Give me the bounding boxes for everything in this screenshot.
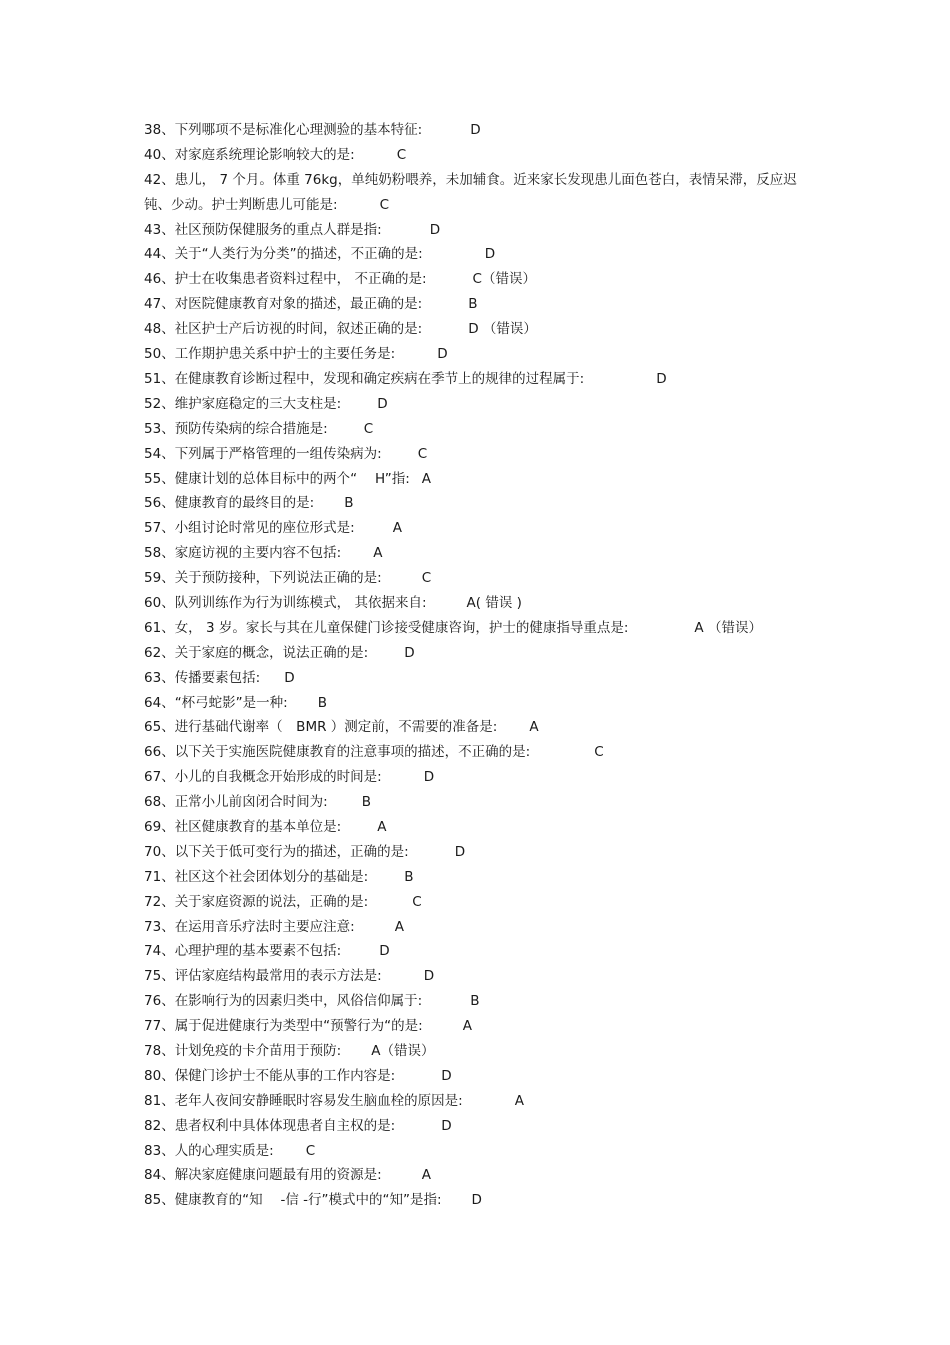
number-separator: 、 — [161, 1192, 175, 1209]
question-number: 47 — [144, 296, 162, 313]
question-row — [144, 1114, 816, 1139]
question-row — [144, 740, 816, 765]
question-number: 64 — [144, 694, 162, 711]
question-row — [144, 168, 816, 218]
number-separator: 、 — [161, 794, 175, 811]
number-separator: 、 — [161, 146, 175, 163]
question-text: 下列哪项不是标准化心理测验的基本特征: — [174, 122, 423, 138]
question-row — [144, 566, 816, 591]
question-row — [144, 143, 816, 168]
question-number: 77 — [144, 1018, 162, 1035]
question-number: 72 — [144, 893, 162, 910]
number-separator: 、 — [161, 221, 175, 238]
question-row — [144, 1014, 816, 1039]
question-number: 38 — [144, 122, 162, 138]
question-number: 57 — [144, 520, 162, 537]
question-number: 42 — [144, 171, 162, 188]
question-answer-list — [144, 118, 816, 1213]
question-text: 健康教育的“知 -信 -行”模式中的“知”是指: — [174, 1192, 442, 1209]
question-row — [144, 890, 816, 915]
question-row — [144, 964, 816, 989]
question-row — [144, 840, 816, 865]
question-row — [144, 989, 816, 1014]
question-number: 55 — [144, 470, 162, 487]
question-text: 患儿， 7 个月。体重 76kg，单纯奶粉喂养，未加辅食。近来家长发现患儿面色苍白，表情呆滞，反应迟钝、少动。护士判断患儿可能是: — [144, 171, 797, 213]
question-row — [144, 815, 816, 840]
number-separator: 、 — [161, 868, 175, 885]
question-text: 护士在收集患者资料过程中， 不正确的是: — [174, 271, 427, 288]
number-separator: 、 — [161, 545, 175, 562]
question-row — [144, 541, 816, 566]
question-text: 对医院健康教育对象的描述，最正确的是: — [174, 296, 423, 313]
answer-key: C — [594, 744, 604, 761]
number-separator: 、 — [161, 694, 175, 711]
question-text: 社区这个社会团体划分的基础是: — [174, 868, 369, 885]
question-number: 60 — [144, 594, 162, 611]
number-separator: 、 — [161, 968, 175, 985]
answer-key: D — [484, 246, 496, 263]
question-number: 69 — [144, 818, 162, 835]
question-row — [144, 292, 816, 317]
question-row — [144, 342, 816, 367]
question-number: 82 — [144, 1117, 162, 1134]
question-text: 预防传染病的综合措施是: — [174, 420, 328, 437]
question-number: 58 — [144, 545, 162, 562]
question-number: 80 — [144, 1067, 162, 1084]
question-text: 老年人夜间安静睡眠时容易发生脑血栓的原因是: — [174, 1092, 463, 1109]
question-text: 人的心理实质是: — [174, 1142, 274, 1159]
answer-key: A — [514, 1092, 524, 1109]
question-text: 小儿的自我概念开始形成的时间是: — [174, 769, 382, 786]
number-separator: 、 — [161, 1042, 175, 1059]
question-row — [144, 491, 816, 516]
question-text: 属于促进健康行为类型中“预警行为“的是: — [174, 1018, 423, 1035]
number-separator: 、 — [161, 744, 175, 761]
answer-key: C — [412, 893, 422, 910]
answer-key: D — [377, 395, 388, 412]
answer-key: A （错误） — [694, 619, 762, 636]
question-row — [144, 790, 816, 815]
answer-key: A — [421, 470, 432, 487]
number-separator: 、 — [161, 1142, 175, 1159]
answer-key: C — [305, 1142, 316, 1159]
question-text: 关于预防接种，下列说法正确的是: — [174, 570, 382, 587]
question-number: 52 — [144, 395, 162, 412]
question-row — [144, 865, 816, 890]
answer-key: B — [470, 993, 480, 1010]
question-text: 社区预防保健服务的重点人群是指: — [174, 221, 382, 238]
number-separator: 、 — [161, 644, 175, 661]
question-number: 50 — [144, 346, 162, 363]
question-text: 关于家庭的概念，说法正确的是: — [174, 644, 369, 661]
question-row — [144, 1163, 816, 1188]
answer-key: D — [429, 221, 441, 238]
question-text: 在影响行为的因素归类中，风俗信仰属于: — [174, 993, 423, 1010]
number-separator: 、 — [161, 445, 175, 462]
question-text: 在健康教育诊断过程中，发现和确定疾病在季节上的规律的过程属于: — [174, 370, 585, 387]
answer-key: B — [361, 794, 372, 811]
answer-key: C — [379, 196, 389, 213]
question-row — [144, 591, 816, 616]
question-row — [144, 417, 816, 442]
number-separator: 、 — [161, 520, 175, 537]
question-number: 78 — [144, 1042, 162, 1059]
question-row — [144, 242, 816, 267]
question-number: 44 — [144, 246, 162, 263]
question-text: 传播要素包括: — [174, 669, 261, 686]
number-separator: 、 — [161, 943, 175, 960]
number-separator: 、 — [161, 893, 175, 910]
question-text: 女， 3 岁。家长与其在儿童保健门诊接受健康咨询，护士的健康指导重点是: — [174, 619, 629, 636]
question-row — [144, 641, 816, 666]
number-separator: 、 — [161, 1117, 175, 1134]
answer-key: D — [471, 1192, 482, 1209]
number-separator: 、 — [161, 1092, 175, 1109]
question-row — [144, 367, 816, 392]
question-text: 计划免疫的卡介苗用于预防: — [174, 1042, 342, 1059]
number-separator: 、 — [161, 122, 175, 138]
number-separator: 、 — [161, 769, 175, 786]
question-text: 维护家庭稳定的三大支柱是: — [174, 395, 342, 412]
question-row — [144, 218, 816, 243]
question-number: 76 — [144, 993, 162, 1010]
question-number: 40 — [144, 146, 162, 163]
question-number: 71 — [144, 868, 162, 885]
question-text: 进行基础代谢率（ BMR ）测定前，不需要的准备是: — [174, 719, 498, 736]
question-number: 66 — [144, 744, 162, 761]
question-text: 解决家庭健康问题最有用的资源是: — [174, 1167, 382, 1184]
number-separator: 、 — [161, 619, 175, 636]
answer-key: D — [441, 1117, 452, 1134]
question-number: 75 — [144, 968, 162, 985]
question-number: 61 — [144, 619, 162, 636]
number-separator: 、 — [161, 843, 175, 860]
answer-key: C — [421, 570, 432, 587]
number-separator: 、 — [161, 370, 175, 387]
question-number: 83 — [144, 1142, 162, 1159]
number-separator: 、 — [161, 271, 175, 288]
question-number: 46 — [144, 271, 162, 288]
question-text: 家庭访视的主要内容不包括: — [174, 545, 342, 562]
question-text: 以下关于实施医院健康教育的注意事项的描述，不正确的是: — [174, 744, 531, 761]
answer-key: C — [363, 420, 374, 437]
question-row — [144, 1188, 816, 1213]
question-text: 健康计划的总体目标中的两个“ H”指: — [174, 470, 410, 487]
question-number: 59 — [144, 570, 162, 587]
number-separator: 、 — [161, 719, 175, 736]
answer-key: B — [468, 296, 478, 313]
question-number: 63 — [144, 669, 162, 686]
answer-key: C（错误） — [472, 271, 536, 288]
question-number: 65 — [144, 719, 162, 736]
number-separator: 、 — [161, 1018, 175, 1035]
question-number: 48 — [144, 321, 162, 338]
answer-key: A — [462, 1018, 472, 1035]
answer-key: D — [437, 346, 448, 363]
question-text: 对家庭系统理论影响较大的是: — [174, 146, 355, 163]
question-text: “杯弓蛇影”是一种: — [174, 694, 288, 711]
answer-key: A（错误） — [371, 1042, 435, 1059]
question-text: 在运用音乐疗法时主要应注意: — [174, 918, 355, 935]
question-row — [144, 1139, 816, 1164]
question-number: 54 — [144, 445, 162, 462]
question-number: 56 — [144, 495, 162, 512]
question-row — [144, 915, 816, 940]
question-row — [144, 442, 816, 467]
answer-key: A — [421, 1167, 431, 1184]
question-row — [144, 392, 816, 417]
answer-key: C — [417, 445, 428, 462]
answer-key: A( 错误 ) — [466, 594, 522, 611]
question-row — [144, 715, 816, 740]
number-separator: 、 — [161, 669, 175, 686]
question-row — [144, 765, 816, 790]
question-text: 下列属于严格管理的一组传染病为: — [174, 445, 382, 462]
number-separator: 、 — [161, 246, 175, 263]
question-row — [144, 939, 816, 964]
question-number: 51 — [144, 370, 162, 387]
answer-key: D （错误） — [468, 321, 537, 338]
question-text: 队列训练作为行为训练模式， 其依据来自: — [174, 594, 427, 611]
answer-key: A — [392, 520, 402, 537]
answer-key: A — [373, 545, 383, 562]
question-text: 正常小儿前囟闭合时间为: — [174, 794, 328, 811]
answer-key: A — [377, 818, 387, 835]
answer-key: D — [404, 644, 415, 661]
question-text: 社区健康教育的基本单位是: — [174, 818, 342, 835]
number-separator: 、 — [161, 346, 175, 363]
answer-key: D — [656, 370, 667, 387]
question-number: 67 — [144, 769, 162, 786]
number-separator: 、 — [161, 818, 175, 835]
answer-key: D — [470, 122, 481, 138]
question-number: 84 — [144, 1167, 162, 1184]
number-separator: 、 — [161, 993, 175, 1010]
number-separator: 、 — [161, 570, 175, 587]
question-text: 评估家庭结构最常用的表示方法是: — [174, 968, 382, 985]
number-separator: 、 — [161, 1167, 175, 1184]
question-text: 关于家庭资源的说法，正确的是: — [174, 893, 369, 910]
question-text: 患者权利中具体体现患者自主权的是: — [174, 1117, 396, 1134]
question-row — [144, 267, 816, 292]
question-number: 53 — [144, 420, 162, 437]
number-separator: 、 — [161, 918, 175, 935]
answer-key: B — [404, 868, 414, 885]
question-text: 健康教育的最终目的是: — [174, 495, 315, 512]
number-separator: 、 — [161, 594, 175, 611]
number-separator: 、 — [161, 171, 175, 188]
answer-key: D — [284, 669, 295, 686]
question-text: 心理护理的基本要素不包括: — [174, 943, 342, 960]
question-row — [144, 317, 816, 342]
question-text: 以下关于低可变行为的描述，正确的是: — [174, 843, 409, 860]
question-text: 社区护士产后访视的时间，叙述正确的是: — [174, 321, 423, 338]
number-separator: 、 — [161, 296, 175, 313]
number-separator: 、 — [161, 395, 175, 412]
question-row — [144, 666, 816, 691]
number-separator: 、 — [161, 495, 175, 512]
answer-key: D — [454, 843, 466, 860]
question-text: 工作期护患关系中护士的主要任务是: — [174, 346, 396, 363]
answer-key: A — [394, 918, 404, 935]
question-row — [144, 516, 816, 541]
question-number: 74 — [144, 943, 162, 960]
answer-key: A — [529, 719, 539, 736]
answer-key: B — [344, 495, 354, 512]
question-number: 43 — [144, 221, 162, 238]
question-number: 81 — [144, 1092, 162, 1109]
question-number: 62 — [144, 644, 162, 661]
number-separator: 、 — [161, 321, 175, 338]
question-row — [144, 616, 816, 641]
answer-key: D — [423, 968, 435, 985]
number-separator: 、 — [161, 1067, 175, 1084]
question-text: 关于“人类行为分类”的描述，不正确的是: — [174, 246, 423, 263]
question-number: 68 — [144, 794, 162, 811]
question-number: 85 — [144, 1192, 162, 1209]
question-text: 保健门诊护士不能从事的工作内容是: — [174, 1067, 396, 1084]
question-text: 小组讨论时常见的座位形式是: — [174, 520, 355, 537]
question-number: 73 — [144, 918, 162, 935]
answer-key: D — [423, 769, 435, 786]
answer-key: D — [379, 943, 390, 960]
question-row — [144, 691, 816, 716]
question-number: 70 — [144, 843, 162, 860]
question-row — [144, 1089, 816, 1114]
question-row — [144, 1064, 816, 1089]
answer-key: D — [441, 1067, 452, 1084]
question-row — [144, 467, 816, 492]
number-separator: 、 — [161, 420, 175, 437]
answer-key: B — [317, 694, 327, 711]
question-row — [144, 1039, 816, 1064]
answer-key: C — [396, 146, 407, 163]
number-separator: 、 — [161, 470, 175, 487]
question-row — [144, 118, 816, 143]
